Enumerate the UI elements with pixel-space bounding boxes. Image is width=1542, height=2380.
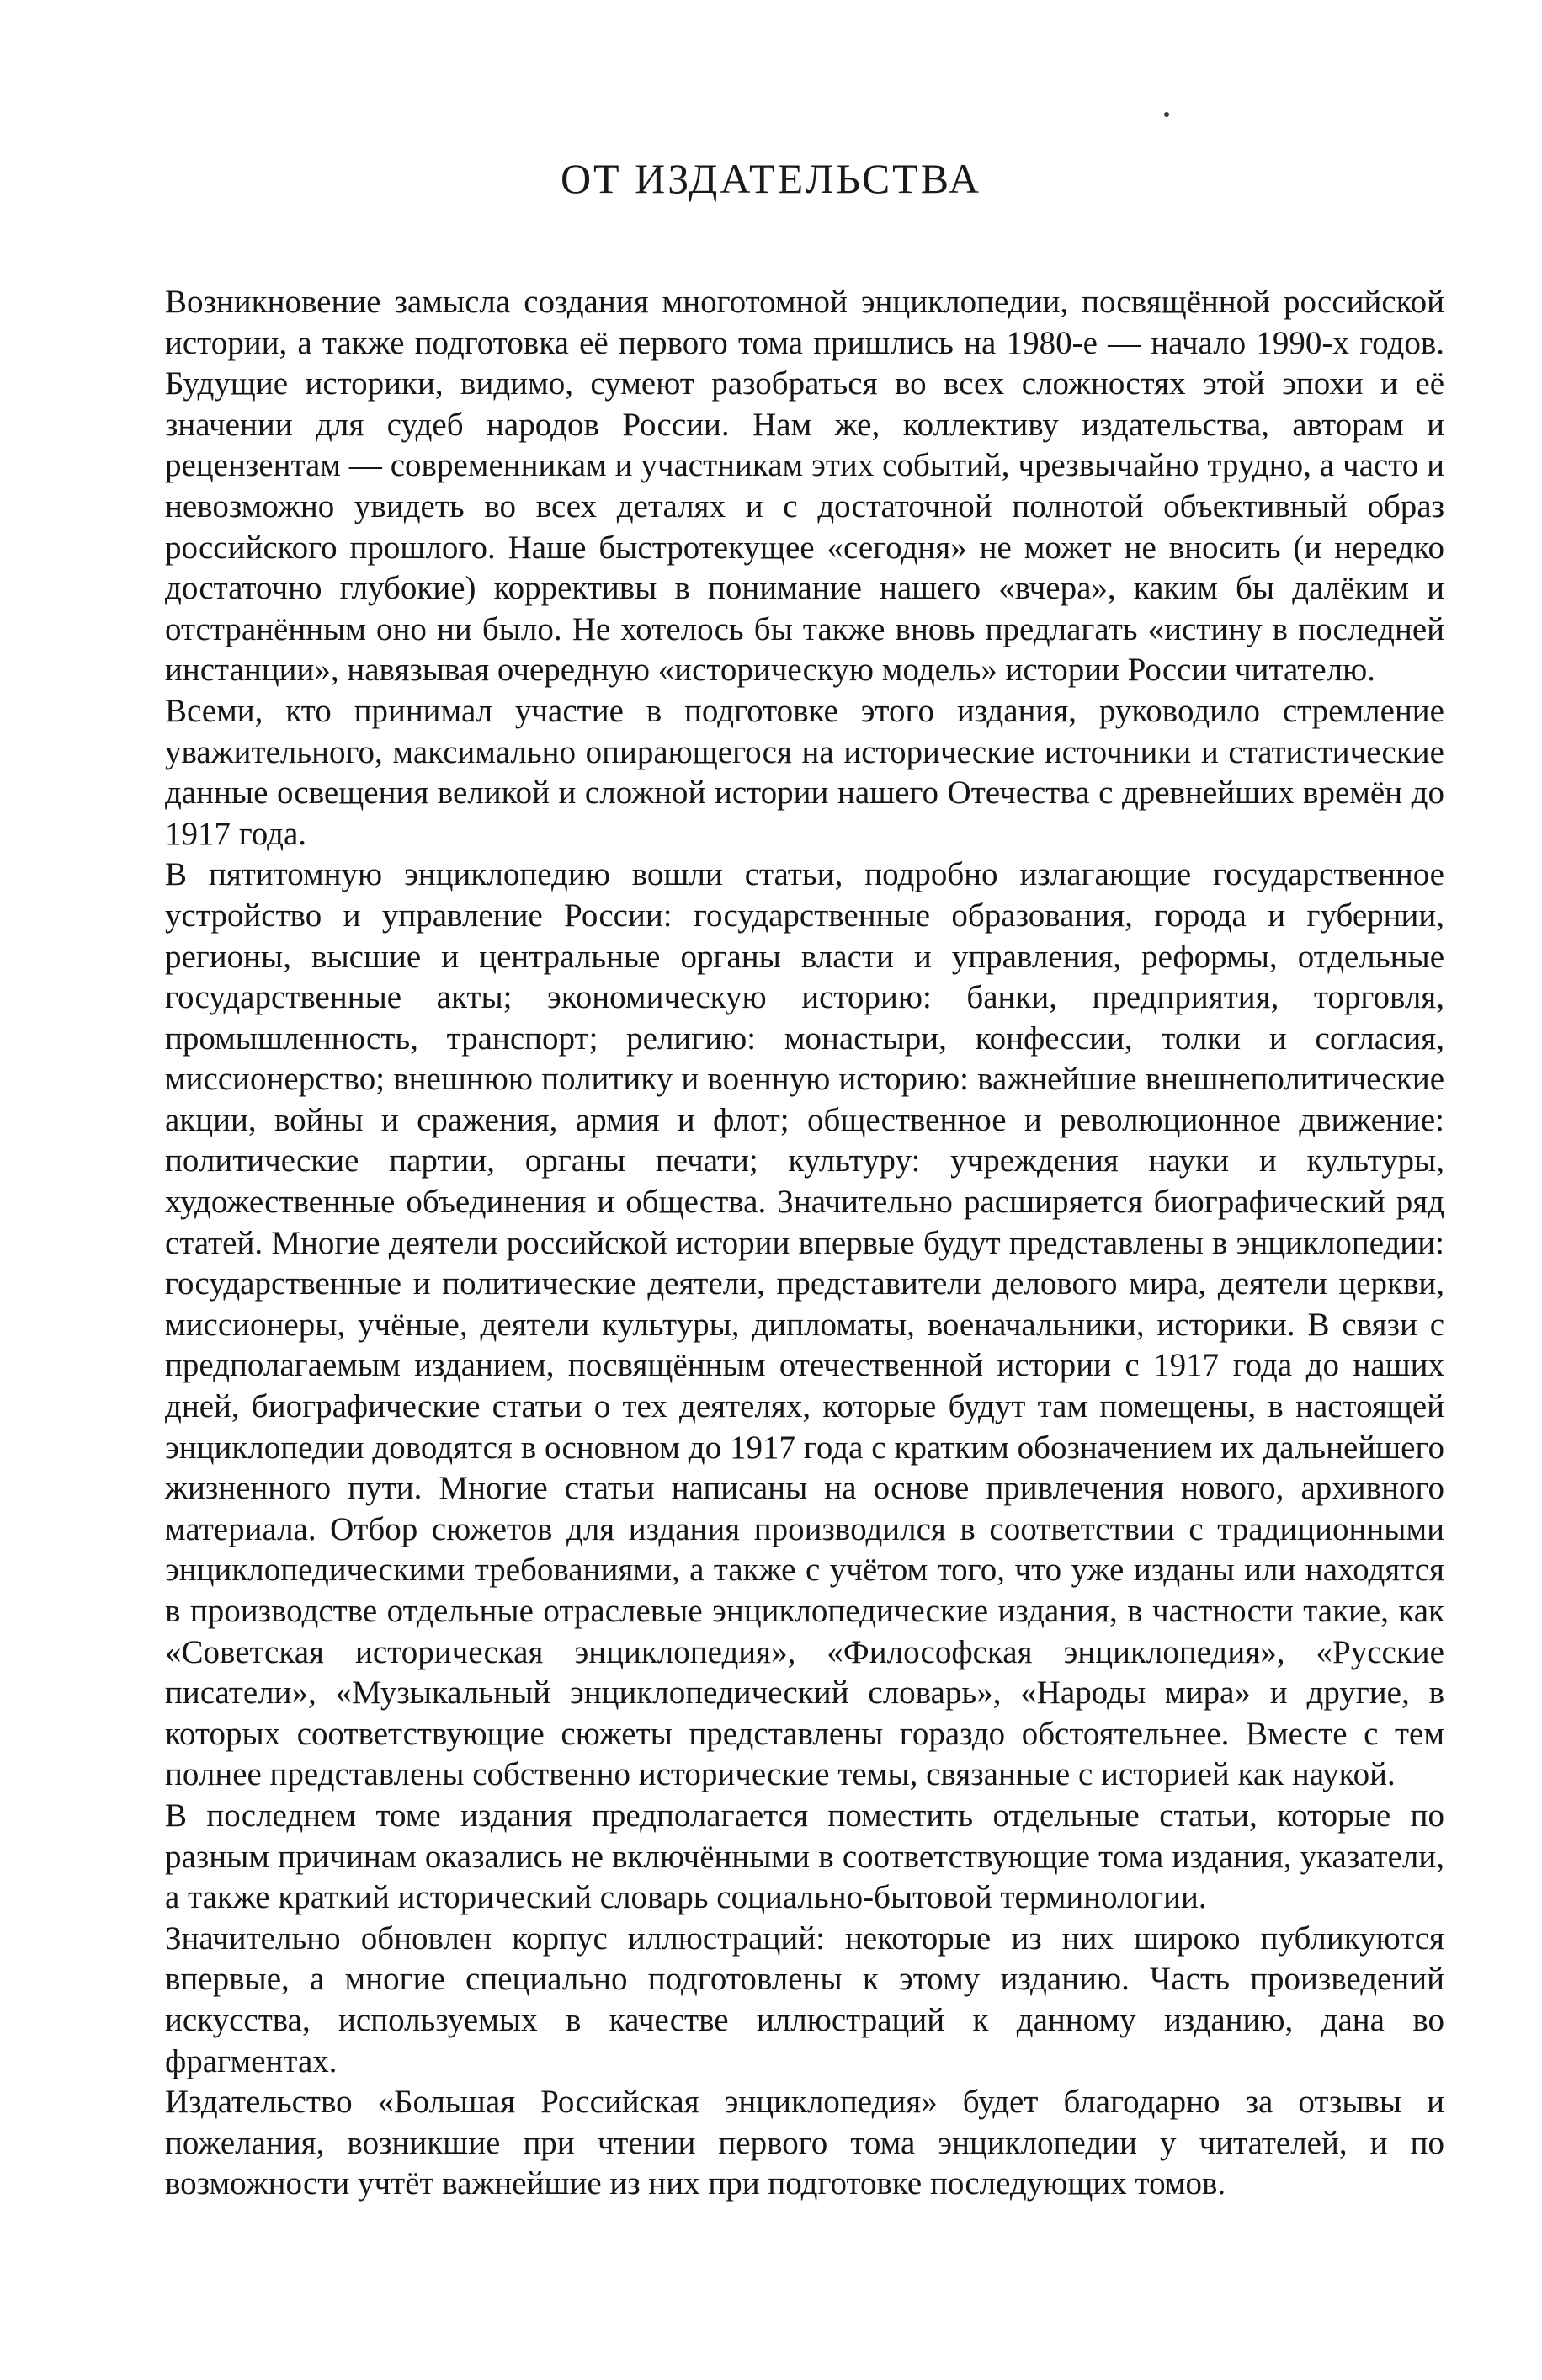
- paragraph-5: Значительно обновлен корпус иллюстраций: некоторые из них широко публикуются впервые, а многие специально подготовлены к этому изданию. Часть произведений искусства, используемых в качестве иллюстраций к данному изданию, дана во фрагментах.: [165, 1919, 1444, 2079]
- paragraph-2: Всеми, кто принимал участие в подготовке этого издания, руководило стремление уважительного, максимально опирающегося на исторические источники и статистические данные освещения великой и сложной истории нашего Отечества с древнейших времён до 1917 года.: [165, 692, 1444, 852]
- paragraph-3: В пятитомную энциклопедию вошли статьи, подробно излагающие государственное устройство и управление России: государственные образования, города и губернии, регионы, высшие и центральные органы власти и управления, реформы, отдельные государственные акты; экономическую историю: банки, предприятия, торговля, промышленность, транспорт; религию: монастыри, конфессии, толки и согласия, миссионерство; внешнюю политику и военную историю: важнейшие внешнеполитические акции, войны и сражения, армия и флот; общественное и революционное движение: политические партии, органы печати; культуру: учреждения науки и культуры, художественные объединения и общества. Значительно расширяется биографический ряд статей. Многие деятели российской истории впервые будут представлены в энциклопедии: государственные и политические деятели, представители делового мира, деятели церкви, миссионеры, учёные, деятели культуры, дипломаты, военачальники, историки. В связи с предполагаемым изданием, посвящённым отечественной истории с 1917 года до наших дней, биографические статьи о тех деятелях, которые будут там помещены, в настоящей энциклопедии доводятся в основном до 1917 года с кратким обозначением их дальнейшего жизненного пути. Многие статьи написаны на основе привлечения нового, архивного материала. Отбор сюжетов для издания производился в соответствии с традиционными энциклопедическими требованиями, а также с учётом того, что уже изданы или находятся в производстве отдельные отраслевые энциклопедические издания, в частности такие, как «Советская историческая энциклопедия», «Философская энциклопедия», «Русские писатели», «Музыкальный энциклопедический словарь», «Народы мира» и другие, в которых соответствующие сюжеты представлены гораздо обстоятельнее. Вместе с тем полнее представлены собственно исторические темы, связанные с историей как наукой.: [165, 856, 1444, 1793]
- paragraph-1: Возникновение замысла создания многотомной энциклопедии, посвящённой российской истории, а также подготовка её первого тома пришлись на 1980-е — начало 1990-х годов. Будущие историки, видимо, сумеют разобраться во всех сложностях этой эпохи и её значении для судеб народов России. Нам же, коллективу издательства, авторам и рецензентам — современникам и участникам этих событий, чрезвычайно трудно, а часто и невозможно увидеть во всех деталях и с достаточной полнотой объективный образ российского прошлого. Наше быстротекущее «сегодня» не может не вносить (и нередко достаточно глубокие) коррективы в понимание нашего «вчера», каким бы далёким и отстранённым оно ни было. Не хотелось бы также вновь предлагать «истину в последней инстанции», навязывая очередную «историческую модель» истории России читателю.: [165, 284, 1444, 689]
- document-body: [165, 282, 1444, 2205]
- paragraph-4: В последнем томе издания предполагается поместить отдельные статьи, которые по разным причинам оказались не включёнными в соответствующие тома издания, указатели, а также краткий исторический словарь социально-бытовой терминологии.: [165, 1797, 1444, 1916]
- scan-speck: [1164, 112, 1169, 117]
- paragraph-6: Издательство «Большая Российская энциклопедия» будет благодарно за отзывы и пожелания, возникшие при чтении первого тома энциклопедии у читателей, и по возможности учтёт важнейшие из них при подготовке последующих томов.: [165, 2084, 1444, 2202]
- page-title: ОТ ИЗДАТЕЛЬСТВА: [560, 155, 982, 202]
